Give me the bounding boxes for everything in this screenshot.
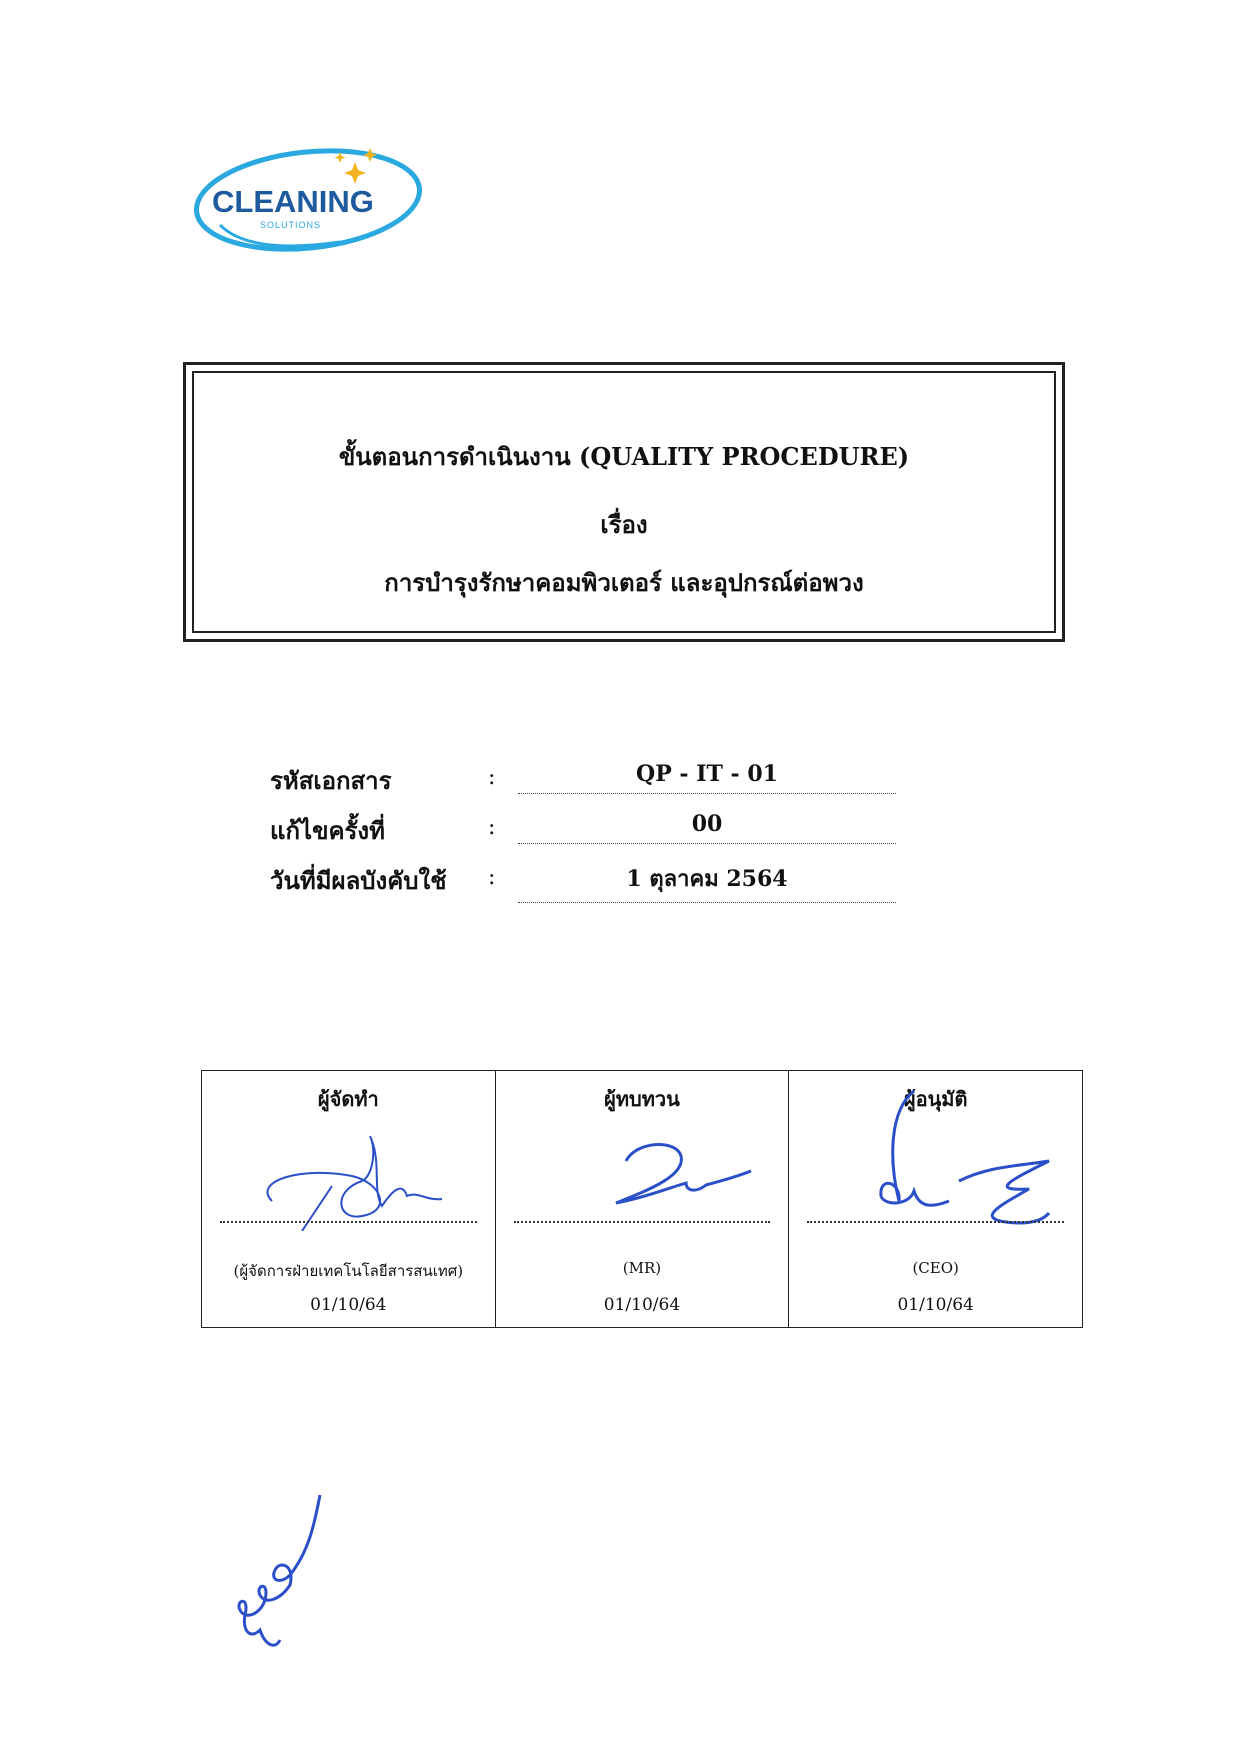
info-label: รหัสเอกสาร [270, 766, 392, 795]
signature-table [201, 1070, 1083, 1328]
info-row-doc-code [270, 755, 910, 805]
info-value: 00 [518, 811, 896, 844]
logo-word: CLEANING [212, 184, 374, 219]
info-colon: : [488, 815, 496, 840]
logo-sub: SOLUTIONS [260, 220, 322, 230]
signature-cell-reviewer [495, 1071, 789, 1328]
info-row-effective-date [270, 855, 910, 905]
signature-role: (MR) [622, 1259, 662, 1277]
handwritten-signature [819, 1081, 1059, 1231]
info-colon: : [488, 865, 496, 890]
signature-role: (ผู้จัดการฝ่ายเทคโนโลยีสารสนเทศ) [233, 1262, 464, 1280]
info-colon: : [488, 765, 496, 790]
info-label: วันที่มีผลบังคับใช้ [270, 866, 447, 895]
signature-header: ผู้อนุมัติ [903, 1087, 968, 1111]
signature-line [807, 1221, 1064, 1223]
cleaning-logo [190, 130, 430, 260]
signature-header: ผู้จัดทำ [317, 1087, 379, 1111]
info-label: แก้ไขครั้งที่ [270, 816, 385, 845]
title-line-1: ขั้นตอนการดำเนินงาน (QUALITY PROCEDURE) [338, 442, 910, 471]
signature-cell-approver [789, 1071, 1083, 1328]
info-value: 1 ตุลาคม 2564 [518, 861, 896, 903]
signature-role: (CEO) [912, 1259, 959, 1277]
signature-line [514, 1221, 771, 1223]
signature-cell-preparer [202, 1071, 496, 1328]
signature-line [220, 1221, 477, 1223]
document-info [270, 755, 910, 905]
handwritten-signature [536, 1121, 756, 1231]
title-line-2: เรื่อง [600, 510, 648, 539]
handwritten-signature [220, 1490, 340, 1660]
title-box [183, 362, 1065, 642]
signature-date: 01/10/64 [310, 1295, 387, 1315]
info-row-revision [270, 805, 910, 855]
info-value: QP - IT - 01 [518, 761, 896, 794]
handwritten-signature [242, 1121, 462, 1231]
signature-header: ผู้ทบทวน [604, 1087, 680, 1111]
signature-date: 01/10/64 [897, 1295, 974, 1315]
title-line-3: การบำรุงรักษาคอมพิวเตอร์ และอุปกรณ์ต่อพวง [384, 568, 864, 597]
signature-date: 01/10/64 [603, 1295, 681, 1315]
